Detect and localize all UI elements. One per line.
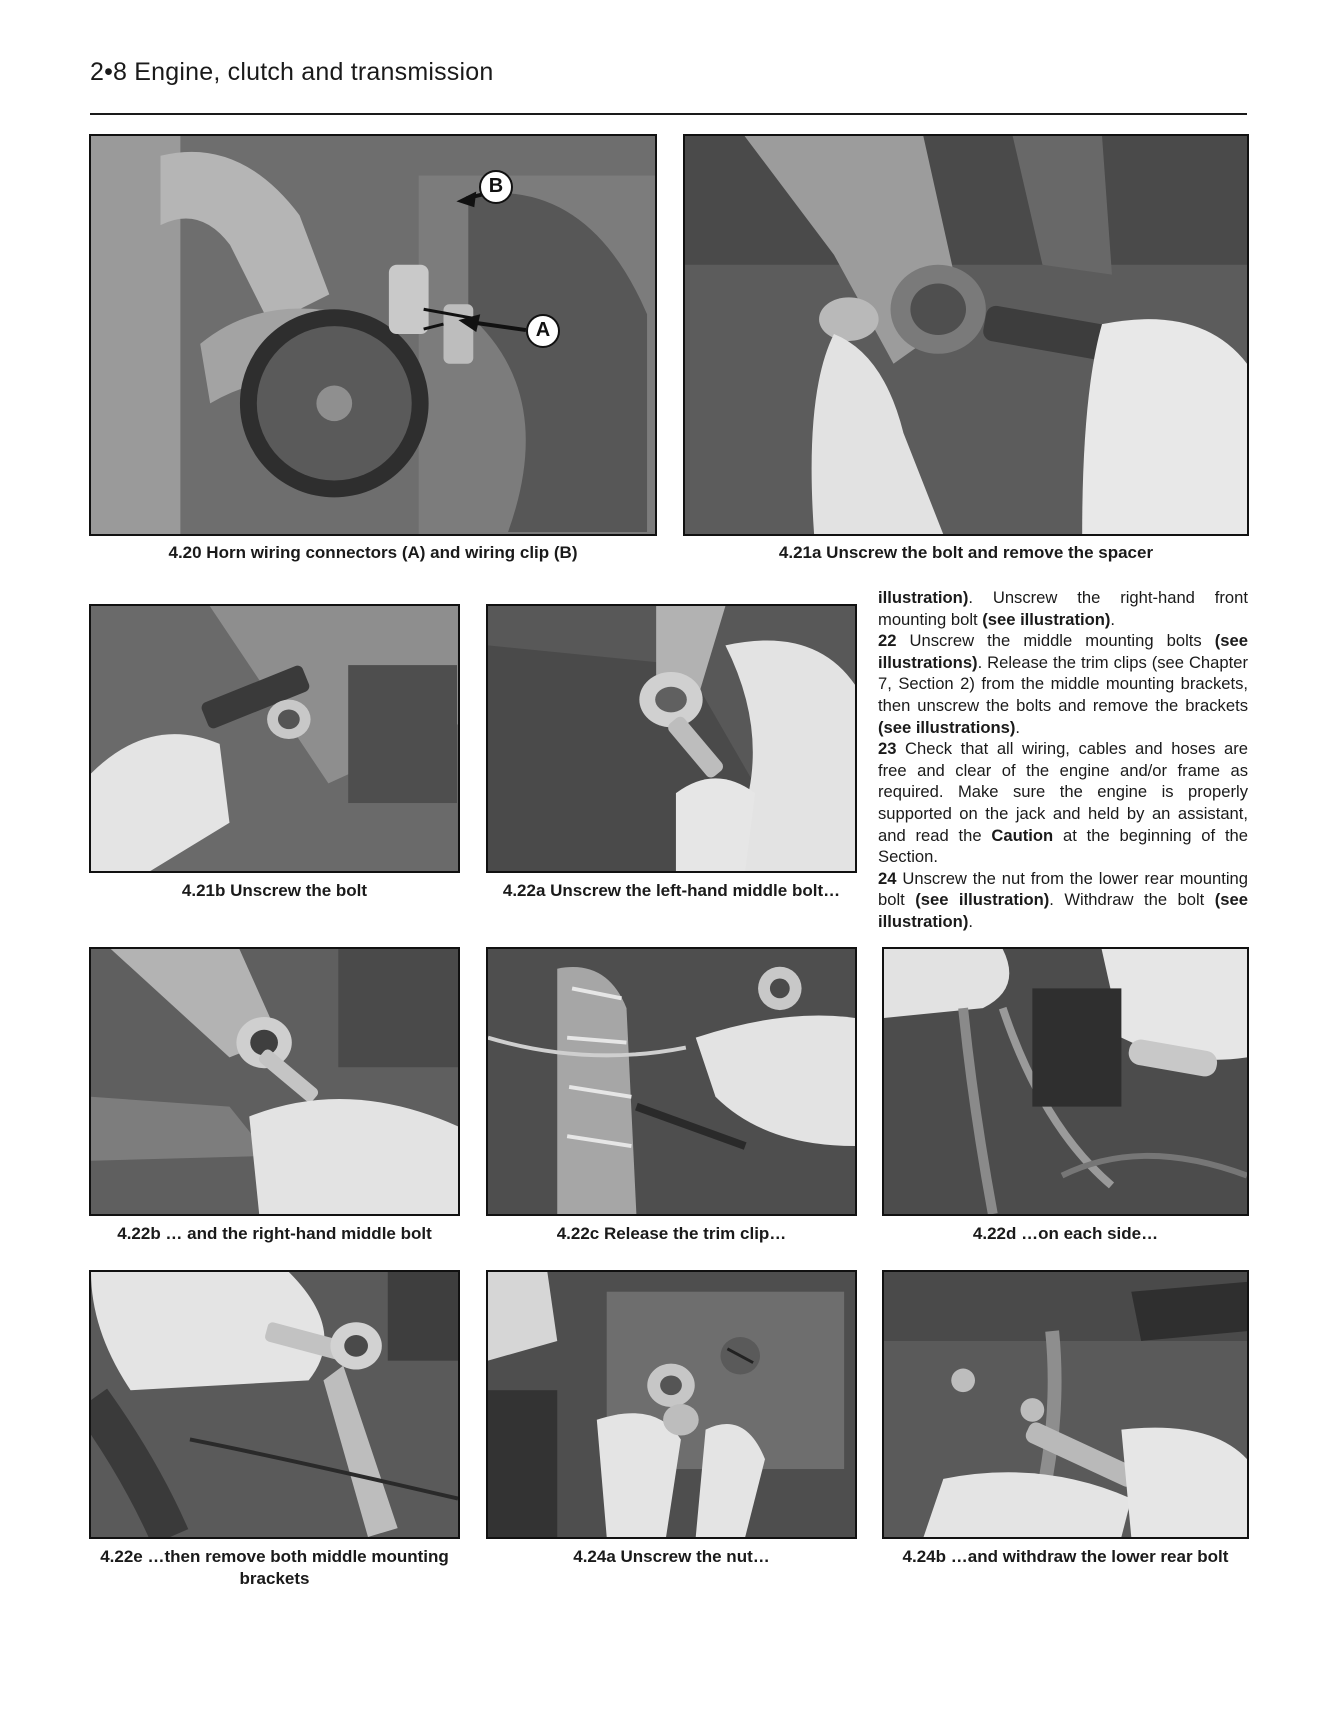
photo-4-22a bbox=[486, 604, 857, 873]
caption-4-22c: 4.22c Release the trim clip… bbox=[556, 1224, 787, 1243]
step-number: 24 bbox=[878, 868, 897, 888]
bold-ref: (see illustrations) bbox=[878, 631, 1248, 672]
photo-4-21a bbox=[683, 134, 1249, 536]
paragraph-23 bbox=[878, 738, 1248, 868]
text-run: . Unscrew the right-hand front mounting bolt bbox=[878, 588, 1248, 629]
paragraph-22 bbox=[878, 630, 1248, 738]
text-run: at the beginning of the Section. bbox=[878, 825, 1249, 867]
bold-ref: Caution bbox=[991, 825, 1054, 845]
caption-4-21b: 4.21b Unscrew the bolt bbox=[181, 881, 368, 900]
bold-ref: (see illustration) bbox=[982, 609, 1111, 629]
caption-4-20: 4.20 Horn wiring connectors (A) and wiring clip (B) bbox=[168, 543, 578, 562]
header-divider bbox=[90, 113, 1247, 115]
bold-ref: (see illustrations) bbox=[878, 717, 1016, 737]
callout-b: B bbox=[479, 170, 513, 204]
paragraph-24 bbox=[878, 868, 1248, 933]
page-header-title: 2•8 Engine, clutch and transmission bbox=[90, 58, 494, 86]
photo-4-22d bbox=[882, 947, 1249, 1216]
photo-4-22b bbox=[89, 947, 460, 1216]
text-run: Unscrew the nut from the lower rear mounting bolt bbox=[878, 868, 1248, 910]
text-run: . bbox=[1110, 609, 1116, 629]
photo-4-22c bbox=[486, 947, 857, 1216]
caption-4-22d: 4.22d …on each side… bbox=[972, 1224, 1159, 1243]
caption-4-24b: 4.24b …and withdraw the lower rear bolt bbox=[902, 1547, 1229, 1566]
callout-a: A bbox=[526, 314, 560, 348]
step-number: 23 bbox=[878, 739, 897, 759]
photo-4-22e bbox=[89, 1270, 460, 1539]
caption-4-22b: 4.22b … and the right-hand middle bolt bbox=[117, 1224, 432, 1243]
photo-4-20 bbox=[89, 134, 657, 536]
paragraph-continuation bbox=[878, 587, 1248, 630]
photo-4-21b bbox=[89, 604, 460, 873]
photo-4-24b bbox=[882, 1270, 1249, 1539]
caption-4-22e: 4.22e …then remove both middle mounting brackets bbox=[100, 1547, 449, 1588]
caption-4-24a: 4.24a Unscrew the nut… bbox=[573, 1547, 770, 1566]
caption-4-21a: 4.21a Unscrew the bolt and remove the spacer bbox=[778, 543, 1154, 562]
bold-ref: (see illustration) bbox=[915, 890, 1050, 910]
text-run: Unscrew the middle mounting bolts bbox=[896, 631, 1215, 651]
text-run: . bbox=[1015, 717, 1021, 737]
caption-4-22a: 4.22a Unscrew the left-hand middle bolt… bbox=[502, 881, 841, 900]
text-run: . bbox=[968, 911, 973, 931]
text-run: . Withdraw the bolt bbox=[1049, 890, 1215, 910]
bold-ref: illustration) bbox=[878, 588, 969, 607]
step-number: 22 bbox=[878, 631, 897, 651]
bold-ref: (see illustration) bbox=[878, 890, 1248, 931]
instruction-text bbox=[878, 587, 1248, 933]
text-run: . Release the trim clips (see Chapter 7, Section 2) from the middle mounting brackets, then unscrew the bolts and remove the brackets bbox=[878, 652, 1248, 715]
photo-4-24a bbox=[486, 1270, 857, 1539]
text-run: Check that all wiring, cables and hoses are free and clear of the engine and/or frame as required. Make sure the engine is properly supported on the jack and held by an assistant, and read the bbox=[878, 739, 1248, 845]
